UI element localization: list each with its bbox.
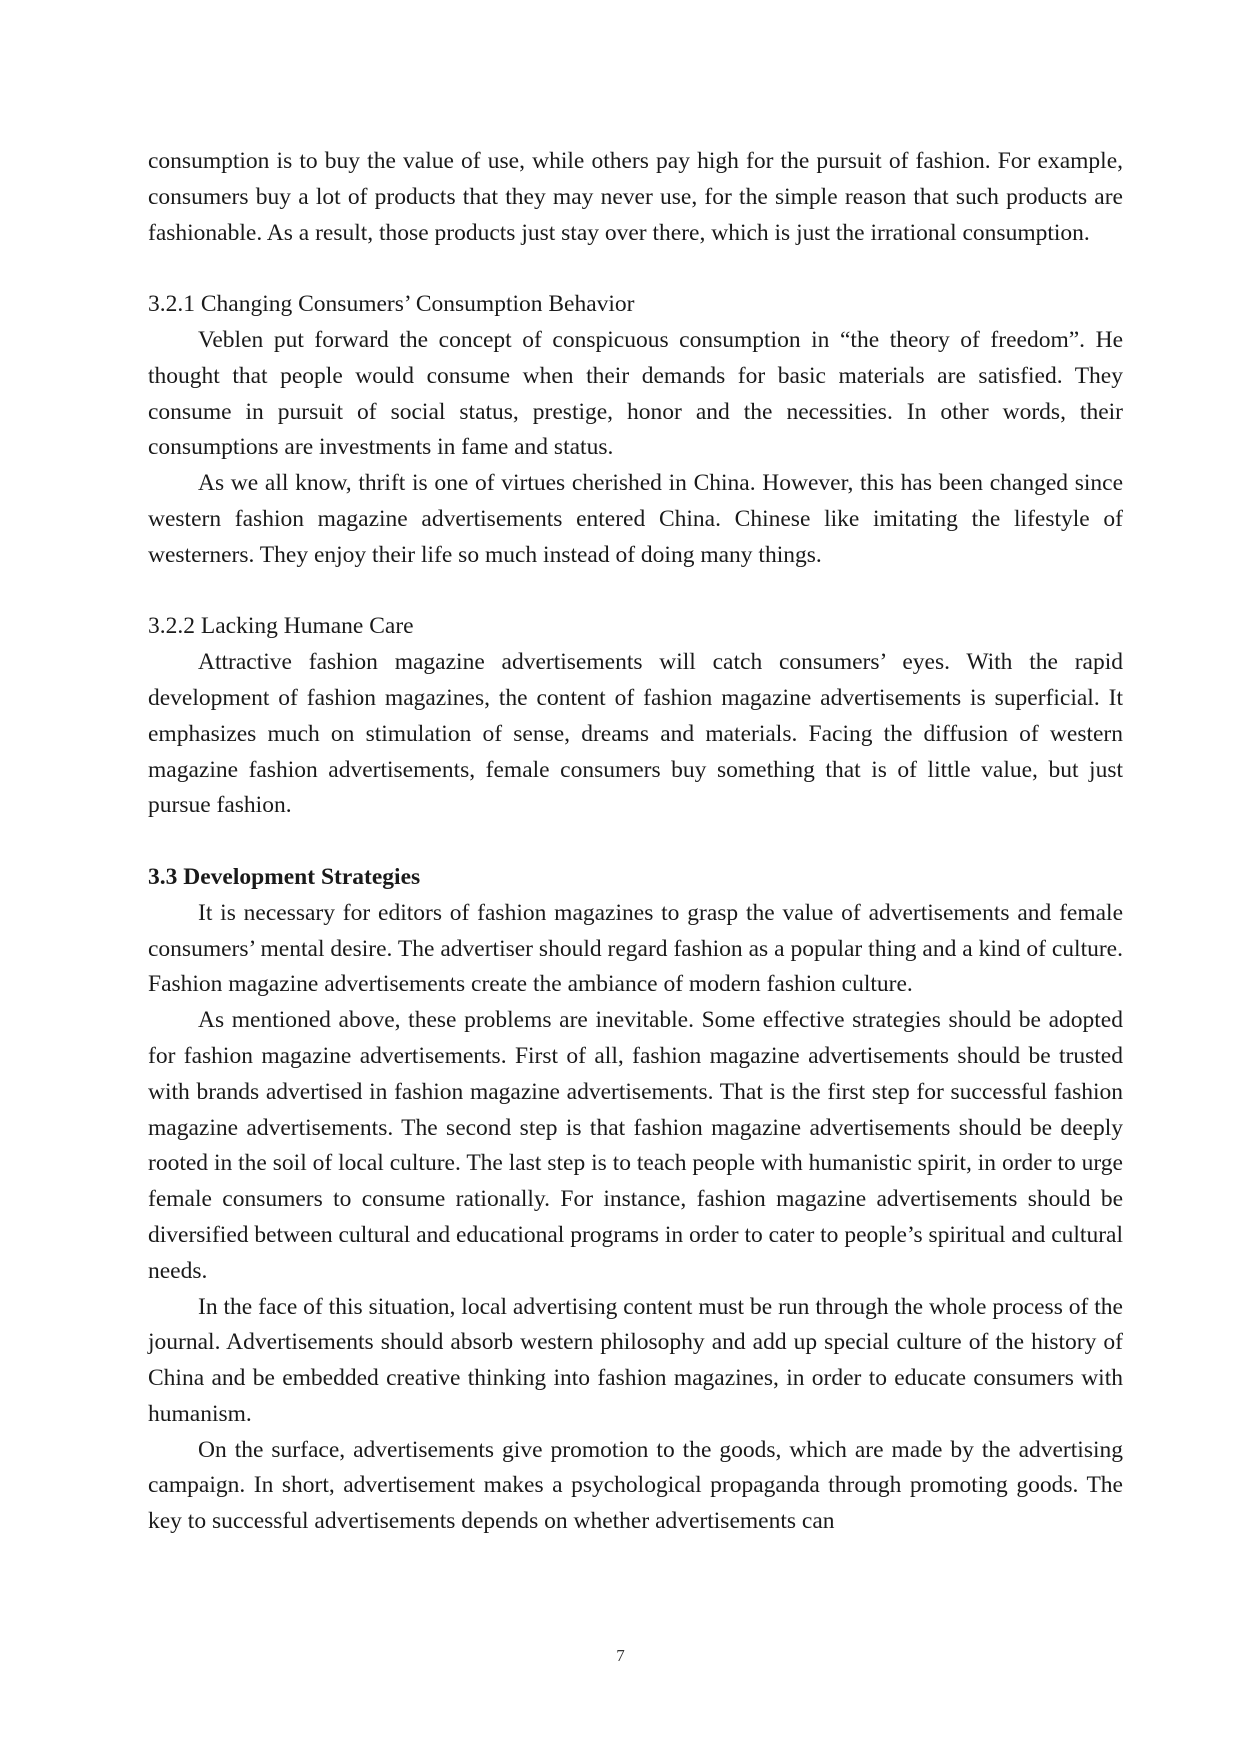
body-paragraph: As mentioned above, these problems are inevitable. Some effective strategies should be adopted for fashion magazine advertisements. First of all, fashion magazine advertisements should be trusted with brands advertised in fashion magazine advertisements. That is the first step for successful fashion magazine advertisements. The second step is that fashion magazine advertisements should be deeply rooted in the soil of local culture. The last step is to teach people with humanistic spirit, in order to urge female consumers to consume rationally. For instance, fashion magazine advertisements should be diversified between cultural and educational programs in order to cater to people’s spiritual and cultural needs. — [148, 1007, 1123, 1284]
body-paragraph: It is necessary for editors of fashion magazines to grasp the value of advertisements and female consumers’ mental desire. The advertiser should regard fashion as a popular thing and a kind of culture. Fashion magazine advertisements create the ambiance of modern fashion culture. — [148, 899, 1123, 998]
section-heading-3-2-2: 3.2.2 Lacking Humane Care — [148, 613, 414, 640]
section-heading-3-3: 3.3 Development Strategies — [148, 863, 421, 890]
document-body — [148, 144, 1123, 1540]
paragraph-gap — [148, 574, 1123, 610]
body-paragraph: On the surface, advertisements give promotion to the goods, which are made by the advertising campaign. In short, advertisement makes a psychological propaganda through promoting goods. The key to successful advertisements depends on whether advertisements can — [148, 1436, 1123, 1535]
body-paragraph: As we all know, thrift is one of virtues cherished in China. However, this has been changed since western fashion magazine advertisements entered China. Chinese like imitating the lifestyle of westerners. They enjoy their life so much instead of doing many things. — [148, 470, 1123, 568]
page-number: 7 — [616, 1646, 625, 1665]
section-heading-3-2-1: 3.2.1 Changing Consumers’ Consumption Behavior — [148, 291, 635, 318]
body-paragraph: Attractive fashion magazine advertisements will catch consumers’ eyes. With the rapid development of fashion magazines, the content of fashion magazine advertisements is superficial. It emphasizes much on stimulation of sense, dreams and materials. Facing the diffusion of western magazine fashion advertisements, female consumers buy something that is of little value, but just pursue fashion. — [148, 649, 1123, 819]
paragraph-gap — [148, 251, 1123, 287]
paragraph-gap — [148, 824, 1123, 860]
body-paragraph: Veblen put forward the concept of conspicuous consumption in “the theory of freedom”. He thought that people would consume when their demands for basic materials are satisfied. They consume in pursuit of social status, prestige, honor and the necessities. In other words, their consumptions are investments in fame and status. — [148, 326, 1123, 461]
opening-paragraph: consumption is to buy the value of use, while others pay high for the pursuit of fashion. For example, consumers buy a lot of products that they may never use, for the simple reason that such products are fashionable. As a result, those products just stay over there, which is just the irrational consumption. — [148, 148, 1123, 246]
document-page — [148, 144, 1123, 1540]
body-paragraph: In the face of this situation, local advertising content must be run through the whole process of the journal. Advertisements should absorb western philosophy and add up special culture of the history of China and be embedded creative thinking into fashion magazines, in order to educate consumers with humanism. — [148, 1293, 1123, 1427]
